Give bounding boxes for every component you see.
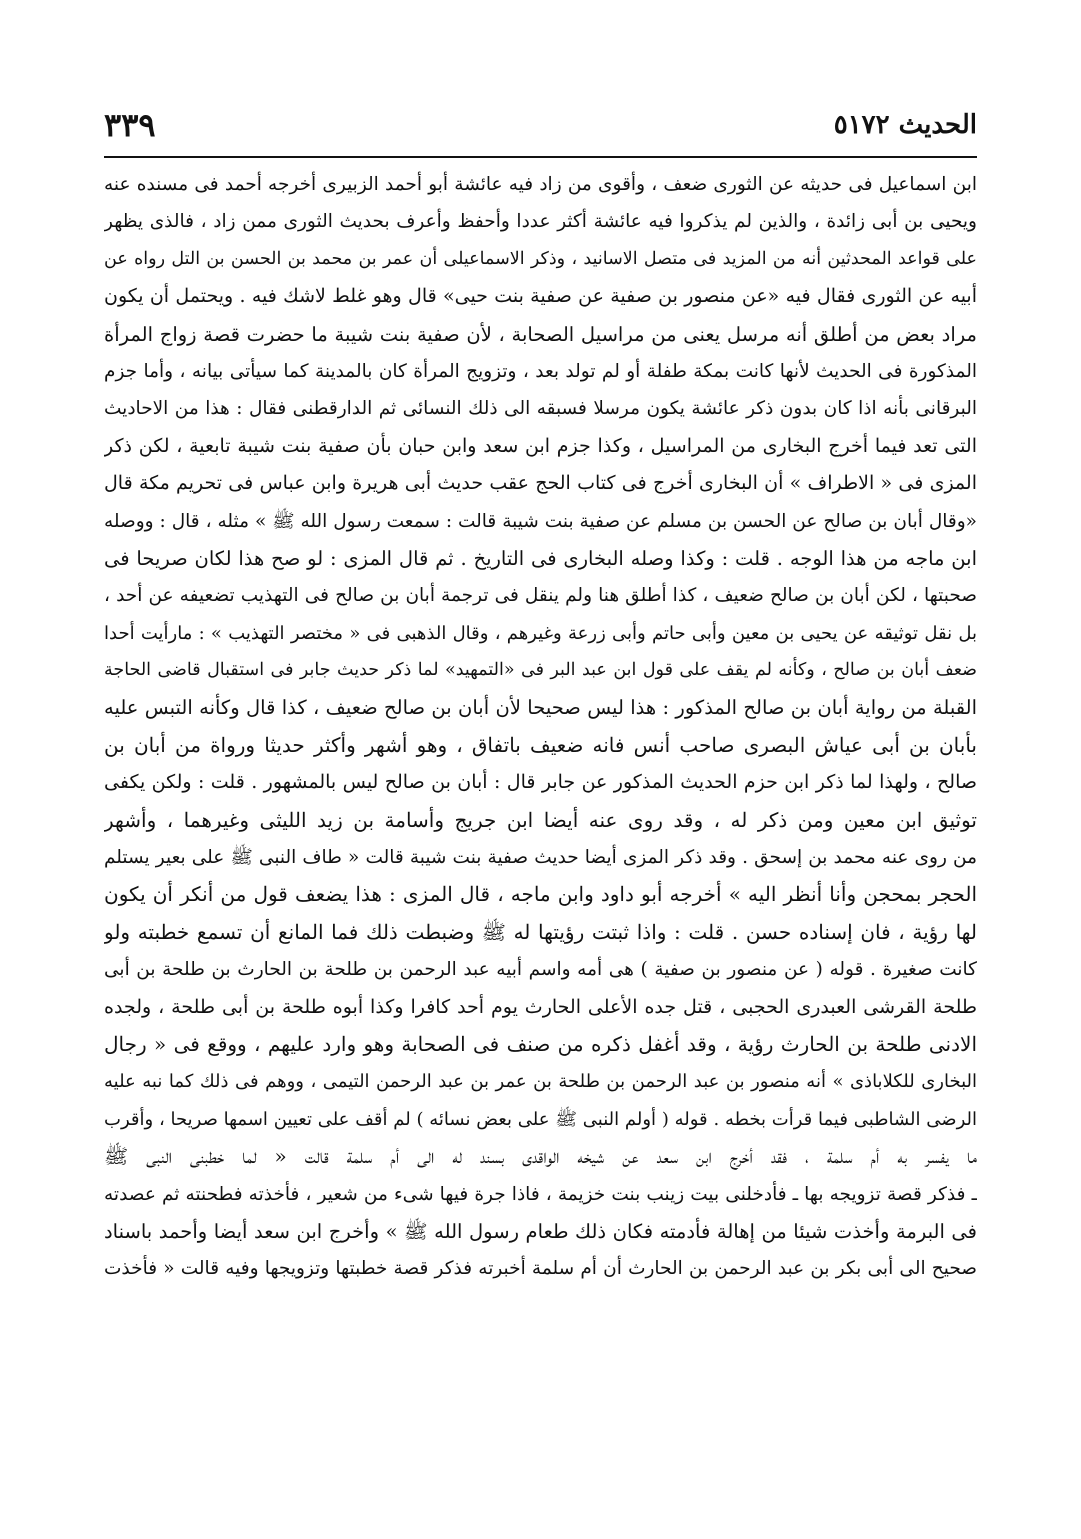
page-number: ٣٣٩	[104, 106, 156, 144]
text-line: ـ فذكر قصة تزويجه بها ـ فأدخلنى بيت زينب بنت خزيمة ، فاذا جرة فيها شىء من شعير ، فأخذته فطحنته ثم عصدته	[104, 1183, 977, 1205]
text-line: بأبان بن أبى عياش البصرى صاحب أنس فانه ضعيف باتفاق ، وهو أشهر وأكثر حديثا ورواة من أبان بن	[104, 732, 977, 757]
text-line: «وقال أبان بن صالح عن الحسن بن مسلم عن صفية بنت شيبة قالت : سمعت رسول الله ﷺ » مثله ، قال : ووصله	[104, 510, 977, 532]
text-line: ما يفسر به أم سلمة ، فقد أخرج ابن سعد عن شيخه الواقدى بسند له الى أم سلمة قالت « لما خطبنى النبى ﷺ	[104, 1144, 977, 1169]
text-line	[104, 1325, 977, 1362]
text-line: صحيح الى أبى بكر بن عبد الرحمن بن الحارث أن أم سلمة أخبرته فذكر قصة خطبتها وتزويجها وفيه قالت « فأخذت	[104, 1258, 977, 1280]
text-line: على قواعد المحدثين أنه من المزيد فى متصل الاسانيد ، وذكر الاسماعيلى أن عمر بن محمد بن الحسن بن التل رواه عن	[104, 248, 977, 269]
page-header	[104, 106, 977, 152]
text-line: المذكورة فى الحديث لأنها كانت بمكة طفلة أو لم تولد بعد ، وتزويج المرأة كان بالمدينة كما سيأتى بيانه ، وأما جزم	[104, 360, 977, 382]
text-line: فى البرمة وأخذت شيئا من إهالة فأدمته فكان ذلك طعام رسول الله ﷺ » وأخرج ابن سعد أيضا وأحمد باسناد	[104, 1219, 977, 1243]
text-line: الرضى الشاطبى فيما قرأت بخطه . قوله ( أولم النبى ﷺ على بعض نسائه ) لم أقف على تعيين اسمها صريحا ، وأقرب	[104, 1108, 977, 1130]
text-line: البرقانى بأنه اذا كان بدون ذكر عائشة يكون مرسلا فسبقه الى ذلك النسائى ثم الدارقطنى فقال : هذا من الاحاديث	[104, 398, 977, 420]
text-line: أبيه عن الثورى فقال فيه «عن منصور بن صفية عن صفية بنت حيى» قال وهو غلط لاشك فيه . ويحتمل أن يكون	[104, 285, 977, 308]
body-text	[104, 166, 977, 1363]
text-line: لها رؤية ، فان إسناده حسن . قلت : واذا ثبتت رؤيتها له ﷺ وضبطت ذلك فما المانع أن تسمع خطبته ولو	[104, 919, 977, 944]
text-line: الادنى طلحة بن الحارث رؤية ، وقد أغفل ذكره من صنف فى الصحابة وهو وارد عليهم ، ووقع فى « رجال	[104, 1031, 977, 1056]
text-line: من روى عنه محمد بن إسحق . وقد ذكر المزى أيضا حديث صفية بنت شيبة قالت « طاف النبى ﷺ على بعير يستلم	[104, 847, 977, 869]
running-title: الحديث ٥١٧٢	[833, 110, 977, 140]
text-line: صحبتها ، لكن أبان بن صالح ضعيف ، كذا أطلق هنا ولم ينقل فى ترجمة أبان بن صالح فى التهذيب تضعيفه عن أحد ،	[104, 585, 977, 607]
text-line: كانت صغيرة . قوله ( عن منصور بن صفية ) هى أمه واسم أبيه عبد الرحمن بن طلحة بن الحارث بن طلحة بن أبى	[104, 959, 977, 981]
text-line: القبلة من رواية أبان بن صالح المذكور : هذا ليس صحيحا لأن أبان بن صالح ضعيف ، كذا قال وكأنه التبس عليه	[104, 696, 977, 720]
text-line: البخارى للكلاباذى » أنه منصور بن عبد الرحمن بن طلحة بن عمر بن عبد الرحمن التيمى ، ووهم فى ذلك كما نبه عليه	[104, 1071, 977, 1093]
text-line: ضعف أبان بن صالح ، وكأنه لم يقف على قول ابن عبد البر فى «التمهيد» لما ذكر حديث جابر فى استقبال قاضى الحاجة	[104, 660, 977, 681]
text-line: ابن اسماعيل فى حديثه عن الثورى ضعف ، وأقوى من زاد فيه عائشة أبو أحمد الزبيرى أخرجه أحمد فى مسنده عنه	[104, 174, 977, 195]
text-line: صالح ، ولهذا لما ذكر ابن حزم الحديث المذكور عن جابر قال : أبان بن صالح ليس بالمشهور . قلت : ولكن يكفى	[104, 771, 977, 794]
text-line: الحجر بمحجن وأنا أنظر اليه » أخرجه أبو داود وابن ماجه ، قال المزى : هذا يضعف قول من أنكر أن يكون	[104, 882, 977, 907]
text-line	[104, 1288, 977, 1325]
text-line: مراد بعض من أطلق أنه مرسل يعنى من مراسيل الصحابة ، لأن صفية بنت شيبة ما حضرت قصة زواج المرأة	[104, 322, 977, 346]
text-line: التى تعد فيما أخرج البخارى من المراسيل ، وكذا جزم ابن سعد وابن حبان بأن صفية بنت شيبة تابعية ، لكن ذكر	[104, 434, 977, 457]
text-line: بل نقل توثيقه عن يحيى بن معين وأبى حاتم وأبى زرعة وغيرهم ، وقال الذهبى فى « مختصر التهذيب » : مارأيت أحدا	[104, 622, 977, 644]
text-line: ابن ماجه من هذا الوجه . قلت : وكذا وصله البخارى فى التاريخ . ثم قال المزى : لو صح هذا لكان صريحا فى	[104, 546, 977, 570]
text-line: طلحة القرشى العبدرى الحجبى ، قتل جده الأعلى الحارث يوم أحد كافرا وكذا أبوه طلحة بن أبى طلحة ، ولجده	[104, 995, 977, 1018]
text-line: توثيق ابن معين ومن ذكر له ، وقد روى عنه أيضا ابن جريج وأسامة بن زيد الليثى وغيرهما ، وأشهر	[104, 807, 977, 832]
text-line: ويحيى بن أبى زائدة ، والذين لم يذكروا فيه عائشة أكثر عددا وأحفظ وأعرف بحديث الثورى ممن زاد ، فالذى يظهر	[104, 211, 977, 233]
header-rule	[104, 156, 977, 158]
text-line: المزى فى « الاطراف » أن البخارى أخرج فى كتاب الحج عقب حديث أبى هريرة وابن عباس فى تحريم مكة قال	[104, 472, 977, 495]
